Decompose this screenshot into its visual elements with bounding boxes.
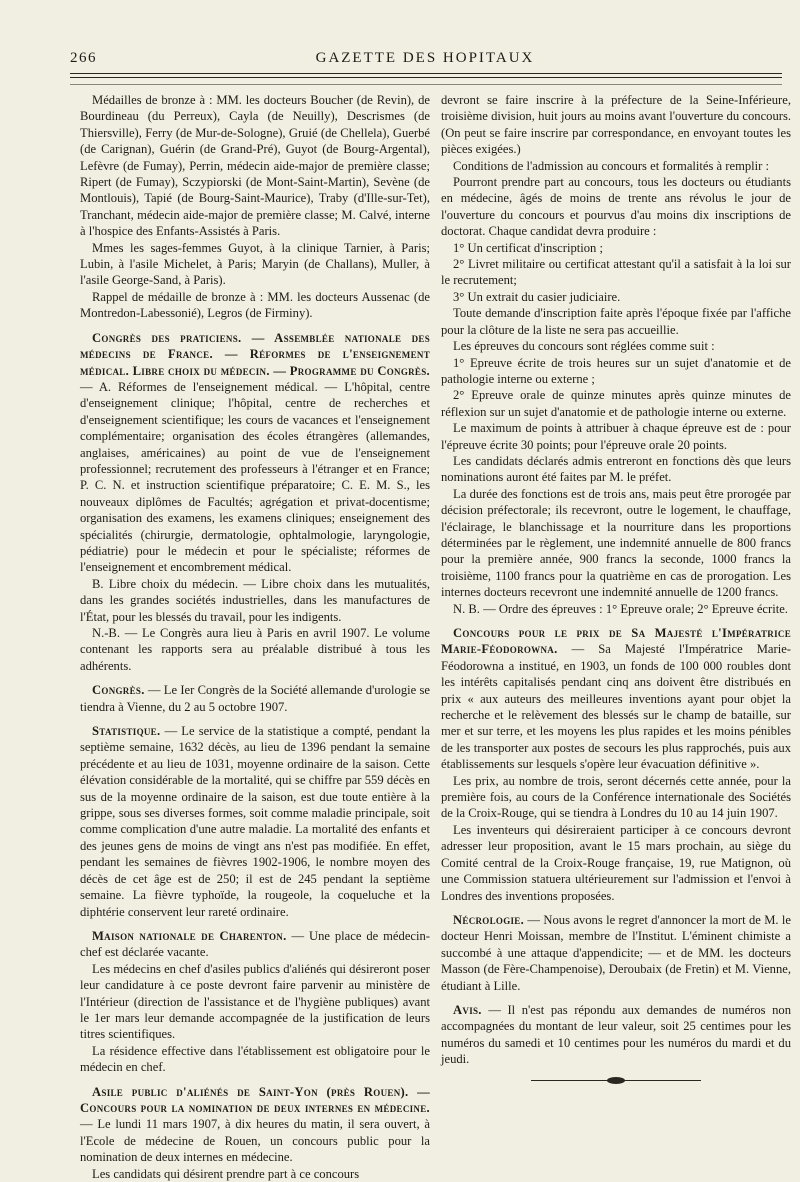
requirement-3: 3° Un extrait du casier judiciaire. — [453, 289, 621, 304]
registration-paragraph: devront se faire inscrire à la préfecture de la Seine-Inférieure, troisième division, huit jours au moins avant l'ouverture du concours. (On peut se faire inscrire par correspondance, en envoyant toutes les pièces exigées.) — [441, 93, 791, 157]
exam-order-note: N. B. — Ordre des épreuves : 1° Epreuve orale; 2° Epreuve écrite. — [453, 601, 788, 616]
left-column — [80, 92, 430, 1182]
charenton-text: — Une place de médecin-chef est déclarée vacante. — [80, 928, 430, 960]
obituary-item — [441, 912, 791, 994]
statistics-text: — Le service de la statistique a compté, pendant la septième semaine, 1632 décès, au lieu de 1396 pendant la semaine précédente et au lieu de 1031, moyenne ordinaire de la saison. Cette élévation considérable de la mortalité, qui se chiffre par 559 décès en sus de la moyenne ordinaire de la saison, est due toute entière à la grippe, sous ses diverses formes, soit comme maladie principale, soit comme complication d'une autre maladie. La mortalité des enfants et des jeunes gens de moins de vingt ans n'est pas modifiée. En effet, pendant les semaines de fièvres 1902-1906, le nombre moyen des décès de cet âge est de 250; il est de 245 pendant la septième semaine. La fièvre typhoïde, la rougeole, la coqueluche et la diphtérie conservent leur rareté ordinaire. — [80, 724, 430, 919]
saint-yon-candidates-paragraph: Les candidats qui désirent prendre part à ce concours — [92, 1166, 360, 1181]
deadline-paragraph: Toute demande d'inscription faite après l'époque fixée par l'affiche pour la clôture de la liste ne sera pas accueillie. — [441, 306, 791, 337]
conditions-paragraph: Conditions de l'admission au concours et formalités à remplir : — [453, 158, 769, 173]
empress-prize-heading: Concours pour le prix de Sa Majesté l'Impératrice Marie-Féodorowna. — [441, 626, 791, 657]
statistics-heading: Statistique. — [92, 724, 161, 739]
urology-congress-heading: Congrès. — [92, 683, 145, 698]
obituary-text: — Nous avons le regret d'annoncer la mort de M. le docteur Henri Moissan, membre de l'Institut. L'éminent chimiste a succombé à une attaque d'appendicite; — et de MM. les docteurs Masson (de Fère-Champenoise), Deroubaix (de Fretin) et M. Vienne, étudiant à Lille. — [441, 912, 791, 993]
prizes-paragraph: Les prix, au nombre de trois, seront décernés cette année, pour la première fois, au cours de la Conférence internationale des Sociétés de la Croix-Rouge, qui se tiendra à Londres du 10 au 14 juin 1907. — [441, 773, 791, 821]
end-ornament-rule — [531, 1078, 701, 1084]
notice-item — [441, 1002, 791, 1068]
page-number: 266 — [70, 50, 97, 66]
duration-paragraph: La durée des fonctions est de trois ans, mais peut être prorogée par décision préfectorale; ils recevront, outre le logement, le chauffage, l'éclairage, le blanchissage et la nourriture dans les proportions déterminées par le règlement, une indemnité annuelle de 800 francs pour la première année, 900 francs la seconde, 1000 francs la troisième, 1100 francs pour la quatrième en cas de prorogation. Les internes docteurs recevront une indemnité annuelle de 1200 francs. — [441, 486, 791, 600]
urology-congress-text: — Le Ier Congrès de la Société allemande d'urologie se tiendra à Vienne, du 2 au 5 octobre 1907. — [80, 683, 430, 714]
empress-prize-text: — Sa Majesté l'Impératrice Marie-Féodorowna a institué, en 1903, un fonds de 100 000 roubles dont les intérêts capitalisés pendant cinq ans doivent être distribués en prix « aux auteurs des meilleures inventions ayant pour objet la recherche et le relèvement des blessés sur le champ de bataille, sur mer et sur terre, et les moyens les plus rapides et les moins pénibles de les transporter aux postes de secours les plus rapprochés, puis aux établissements sur lesquels s'opère leur évacuation définitive ». — [441, 642, 791, 772]
eligibility-paragraph: Pourront prendre part au concours, tous les docteurs ou étudiants en médecine, âgés de moins de trente ans révolus le jour de l'ouverture du concours et pourvus d'au moins dix inscriptions de doctorat. Chaque candidat devra produire : — [441, 175, 791, 239]
obituary-heading: Nécrologie. — [453, 912, 525, 927]
requirement-1: 1° Un certificat d'inscription ; — [453, 240, 603, 255]
saint-yon-text: — Le lundi 11 mars 1907, à dix heures du matin, il sera ouvert, à l'Ecole de médecine de Rouen, un concours public pour la nomination de deux internes en médecine. — [80, 1117, 430, 1165]
exams-intro-paragraph: Les épreuves du concours sont réglées comme suit : — [453, 339, 715, 354]
midwives-paragraph: Mmes les sages-femmes Guyot, à la clinique Tarnier, à Paris; Lubin, à l'asile Michelet, à Paris; Maryin (de Challans), Muller, à l'asile George-Sand, à Paris). — [80, 240, 430, 288]
saint-yon-item — [80, 1084, 430, 1166]
right-column — [441, 92, 791, 1084]
inventors-paragraph: Les inventeurs qui désireraient participer à ce concours devront adresser leur proposition, avant le 15 mars prochain, au siège du Comité central de la Croix-Rouge française, 19, rue Matignon, où une Commission statuera ultérieurement sur l'admission et l'envoi à Londres des inventions proposées. — [441, 822, 791, 903]
running-title: GAZETTE DES HOPITAUX — [315, 50, 535, 66]
congress-practitioners-heading: Congrès des praticiens. — Assemblée nationale des médecins de France. — Réformes de l'enseignement médical. Libre choix du médecin. — Programme du Congrès. — [80, 330, 430, 378]
notice-text: — Il n'est pas répondu aux demandes de numéros non accompagnées du montant de leur valeur, soit 25 centimes pour les numéros du samedi et 10 centimes pour les numéros du mardi et du jeudi. — [441, 1002, 791, 1067]
charenton-candidacy-paragraph: Les médecins en chef d'asiles publics d'aliénés qui désireront poser leur candidature à ce poste devront faire parvenir au ministère de l'Intérieur (direction de l'assistance et de l'hygiène publiques) avant le 1er mars leur demande accompagnée de la justification de leurs titres scientifiques. — [80, 961, 430, 1042]
header-rule-thin — [70, 77, 782, 78]
page-header — [70, 50, 780, 70]
saint-yon-heading: Asile public d'aliénés de Saint-Yon (près Rouen). — Concours pour la nomination de deux internes en médecine. — [80, 1084, 430, 1115]
statistics-item — [80, 723, 430, 920]
free-choice-paragraph: B. Libre choix du médecin. — Libre choix dans les mutualités, dans les grandes sociétés industrielles, dans les manufactures de l'État, pour les blessés du travail, pour les indigents. — [80, 576, 430, 624]
notice-heading: Avis. — [453, 1002, 482, 1017]
end-rule-ornament — [607, 1077, 625, 1084]
medal-list-paragraph: Médailles de bronze à : MM. les docteurs Boucher (de Revin), de Bourdineau (du Perreux), Cayla (de Neuilly), Descrismes (de Thiersville), Ferry (de Mur-de-Sologne), Gruié (de Chellela), Guerbé (de Carignan), Guérin (de Grand-Pré), Guyot (de Bourg-Argental), Lefèvre (de Fumay), Perrin, médecin aide-major de première classe; Ripert (de Fumay), Sczypiorski (de Mont-Saint-Martin), Sevène (de Montlouis), Tapié (de Bourg-Saint-Maurice), Traby (d'Ille-sur-Tet), Tranchant, médecin aide-major de première classe; M. Calvé, interne à l'hospice des Enfants-Assistés à Paris. — [80, 93, 430, 239]
appointment-paragraph: Les candidats déclarés admis entreront en fonctions dès que leurs nominations auront été faites par M. le préfet. — [441, 453, 791, 485]
charenton-heading: Maison nationale de Charenton. — [92, 928, 287, 943]
exam-2: 2° Epreuve orale de quinze minutes après quinze minutes de réflexion sur un sujet d'anatomie et de pathologie interne ou externe. — [441, 388, 791, 419]
requirement-2: 2° Livret militaire ou certificat attestant qu'il a satisfait à la loi sur le recrutement; — [441, 257, 791, 288]
charenton-item — [80, 928, 430, 961]
congress-note-paragraph: N.-B. — Le Congrès aura lieu à Paris en avril 1907. Le volume contenant les rapports sera au préalable distribué à tous les adhérents. — [80, 626, 430, 673]
congress-practitioners-item — [80, 330, 430, 576]
header-rule — [70, 73, 782, 74]
urology-congress-item — [80, 682, 430, 715]
points-paragraph: Le maximum de points à attribuer à chaque épreuve est de : pour l'épreuve écrite 30 points; pour l'épreuve orale 20 points. — [441, 421, 791, 452]
medal-recall-paragraph: Rappel de médaille de bronze à : MM. les docteurs Aussenac (de Montredon-Labessonié), Legros (de Firminy). — [80, 289, 430, 321]
congress-practitioners-text: — A. Réformes de l'enseignement médical. — L'hôpital, centre d'enseignement clinique; l'hôpital, centre de recherches et d'enseignement scientifique; les cours de vacances et l'enseignement complémentaire; organisation des écoles étrangères (allemandes, anglaises, américaines) au point de vue de l'enseignement professionnel; recrutement des professeurs à l'étranger et en France; P. C. N. et instruction scientifique préparatoire; C. E. M. S., les nouveaux diplômes de Facultés; agrégation et privat-docentisme; organisation des examens, les examens cliniques; enseignement des spécialités (chirurgie, dermatologie, ophtalmologie, laryngologie, pédiatrie) pour le médecin et pour le spécialiste; réformes de l'enseignement et encombrement médical. — [80, 379, 430, 575]
exam-1: 1° Epreuve écrite de trois heures sur un sujet d'anatomie et de pathologie interne ou externe ; — [441, 355, 791, 386]
charenton-residence-paragraph: La résidence effective dans l'établissement est obligatoire pour le médecin en chef. — [80, 1043, 430, 1075]
empress-prize-item — [441, 625, 791, 773]
header-rule-faint — [70, 84, 782, 85]
